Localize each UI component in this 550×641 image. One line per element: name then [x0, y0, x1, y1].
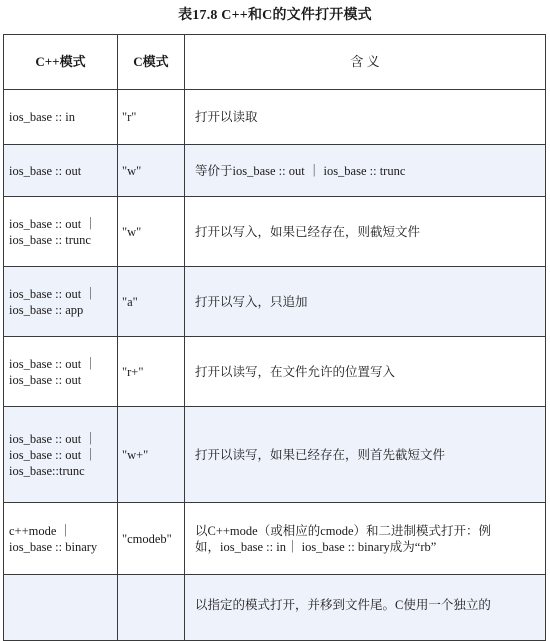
c-mode-cell: "r+" [118, 337, 185, 407]
cpp-mode-cell [4, 267, 118, 337]
meaning-line: 以C++mode（或相应的cmode）和二进制模式打开：例 [195, 523, 492, 538]
cpp-mode-line: ios_base :: out ｜ [9, 431, 97, 446]
c-mode-cell: "w+" [118, 407, 185, 503]
meaning-cell [185, 145, 546, 197]
cpp-mode-line: ios_base :: out ｜ [9, 216, 97, 231]
c-mode-cell: "r" [118, 90, 185, 145]
cpp-mode-line: ios_base :: app [9, 302, 84, 317]
meaning-line: 打开以读写，如果已经存在，则首先截短文件 [195, 447, 446, 462]
table-row [4, 575, 546, 641]
meaning-cell [185, 503, 546, 575]
meaning-cell [185, 197, 546, 267]
meaning-line: 打开以读写，在文件允许的位置写入 [195, 364, 396, 379]
table-row [4, 503, 546, 575]
meaning-cell [185, 575, 546, 641]
cpp-mode-cell [4, 145, 118, 197]
table-row [4, 197, 546, 267]
c-mode-cell: "cmodeb" [118, 503, 185, 575]
cpp-mode-line: ios_base :: out ｜ [9, 286, 97, 301]
cpp-mode-cell [4, 90, 118, 145]
meaning-line: 打开以写入，如果已经存在，则截短文件 [195, 224, 421, 239]
cpp-mode-cell [4, 503, 118, 575]
header-cpp-mode: C++模式 [4, 35, 118, 90]
table-row [4, 145, 546, 197]
cpp-mode-line: ios_base :: out [9, 372, 82, 387]
meaning-cell [185, 337, 546, 407]
cpp-mode-line: ios_base :: out ｜ [9, 356, 97, 371]
cpp-mode-line: ios_base :: binary [9, 539, 98, 554]
table-caption: 表17.8 C++和C的文件打开模式 [178, 8, 372, 23]
c-mode-cell: "a" [118, 267, 185, 337]
cpp-mode-line: ios_base :: out ｜ [9, 447, 97, 462]
cpp-mode-line: ios_base :: out [9, 163, 82, 178]
cpp-mode-cell [4, 197, 118, 267]
c-mode-cell [118, 575, 185, 641]
cpp-mode-line: ios_base::trunc [9, 463, 85, 478]
meaning-cell [185, 90, 546, 145]
cpp-mode-line: ios_base :: trunc [9, 232, 91, 247]
meaning-cell [185, 407, 546, 503]
header-meaning: 含 义 [185, 35, 546, 90]
c-mode-cell: "w" [118, 145, 185, 197]
cpp-mode-line: ios_base :: in [9, 110, 75, 124]
cpp-mode-cell [4, 337, 118, 407]
table-row [4, 407, 546, 503]
table-row [4, 267, 546, 337]
c-mode-cell: "w" [118, 197, 185, 267]
meaning-line: 打开以读取 [195, 110, 258, 124]
file-modes-table [3, 34, 546, 641]
table-row [4, 90, 546, 145]
meaning-line: 以指定的模式打开，并移到文件尾。C使用一个独立的 [195, 598, 491, 612]
cpp-mode-cell [4, 407, 118, 503]
cpp-mode-line: c++mode ｜ [9, 523, 73, 538]
meaning-line: 如，ios_base :: in｜ ios_base :: binary成为“rb” [195, 539, 437, 554]
header-c-mode: C模式 [118, 35, 185, 90]
meaning-cell [185, 267, 546, 337]
table-header-row [4, 35, 546, 90]
meaning-line: 打开以写入，只追加 [195, 294, 308, 309]
table-row [4, 337, 546, 407]
meaning-line: 等价于ios_base :: out ｜ ios_base :: trunc [195, 163, 406, 178]
cpp-mode-cell [4, 575, 118, 641]
